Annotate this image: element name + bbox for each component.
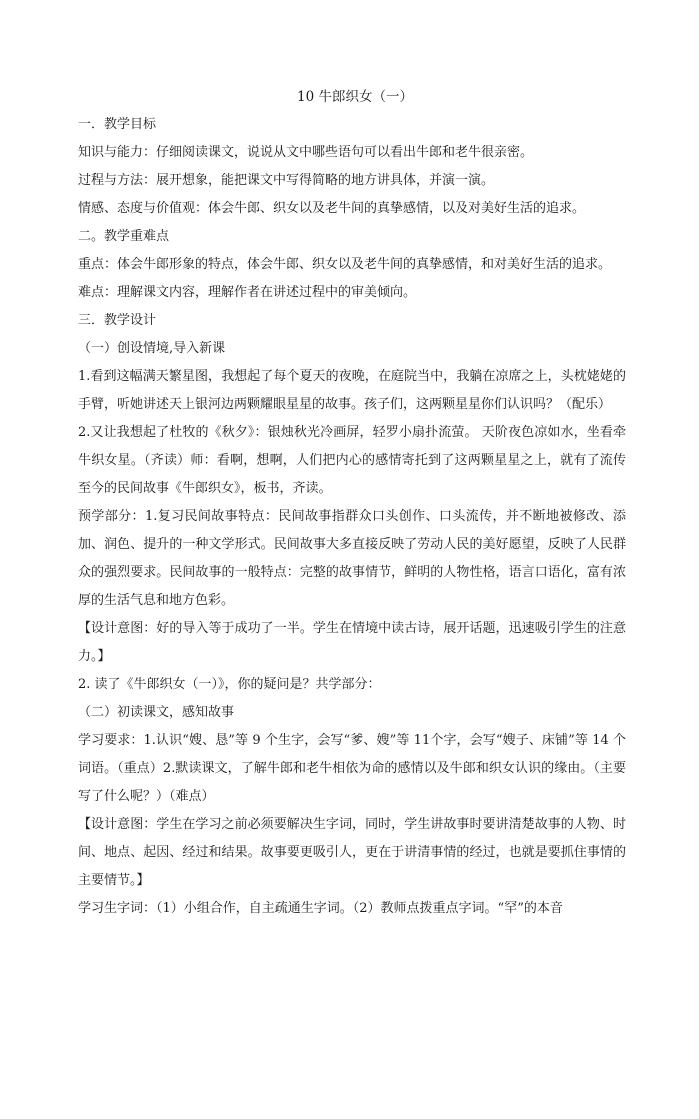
design-intent-2: 【设计意图：学生在学习之前必须要解决生字词，同时，学生讲故事时要讲清楚故事的人物、时间、地点、起因、经过和结果。故事要更吸引人，更在于讲清事情的经过，也就是要抓住事情的主要情节。】 [78, 817, 626, 888]
subsection-intro: （一）创设情境,导入新课 [78, 341, 226, 356]
key-point: 重点：体会牛郎形象的特点，体会牛郎、织女以及老牛间的真挚感情，和对美好生活的追求。 [78, 257, 612, 272]
paragraph-requirements: 学习要求：1.认识“嫂、恳”等 9 个生字，会写“爹、嫂”等 11个字，会写“嫂子、床铺”等 14 个词语。（重点）2.默读课文，了解牛郎和老牛相依为命的感情以及牛郎和织女认识的缘由。（主要写了什么呢？）（难点） [78, 733, 626, 804]
paragraph-question: 2. 读了《牛郎织女（一）》，你的疑问是？共学部分： [78, 677, 381, 692]
paragraph-stars: 1.看到这幅满天繁星图，我想起了每个夏天的夜晚，在庭院当中，我躺在凉席之上，头枕姥姥的手臂，听她讲述天上银河边两颗耀眼星星的故事。孩子们，这两颗星星你们认识吗？（配乐） [78, 369, 626, 412]
objective-process: 过程与方法：展开想象，能把课文中写得简略的地方讲具体，并演一演。 [78, 173, 495, 188]
lesson-title: 10 牛郎织女（一） [297, 89, 413, 105]
objective-emotion: 情感、态度与价值观：体会牛郎、织女以及老牛间的真挚感情，以及对美好生活的追求。 [78, 201, 586, 216]
paragraph-prestudy: 预学部分：1.复习民间故事特点：民间故事指群众口头创作、口头流传，并不断地被修改、添加、润色、提升的一种文学形式。民间故事大多直接反映了劳动人民的美好愿望，反映了人民群众的强烈要求。民间故事的一般特点：完整的故事情节，鲜明的人物性格，语言口语化，富有浓厚的生活气息和地方色彩。 [78, 509, 626, 608]
design-intent-1: 【设计意图：好的导入等于成功了一半。学生在情境中读古诗，展开话题，迅速吸引学生的注意力。】 [78, 621, 626, 664]
section-heading-objectives: 一．教学目标 [78, 117, 157, 132]
document-body [78, 83, 626, 923]
objective-knowledge: 知识与能力：仔细阅读课文，说说从文中哪些语句可以看出牛郎和老牛很亲密。 [78, 145, 534, 160]
paragraph-vocabulary: 学习生字词：（1）小组合作，自主疏通生字词。（2）教师点拨重点字词。“罕”的本音 [78, 901, 563, 916]
difficult-point: 难点：理解课文内容，理解作者在讲述过程中的审美倾向。 [78, 285, 417, 300]
section-heading-key-points: 二。教学重难点 [78, 229, 170, 244]
subsection-first-reading: （二）初读课文，感知故事 [78, 705, 235, 720]
paragraph-poem: 2.又让我想起了杜牧的《秋夕》：银烛秋光冷画屏，轻罗小扇扑流萤。 天阶夜色凉如水，坐看牵牛织女星。（齐读）师：看啊，想啊，人们把内心的感情寄托到了这两颗星星之上，就有了流传至今的民间故事《牛郎织女》，板书，齐读。 [78, 425, 626, 496]
section-heading-design: 三．教学设计 [78, 313, 157, 328]
